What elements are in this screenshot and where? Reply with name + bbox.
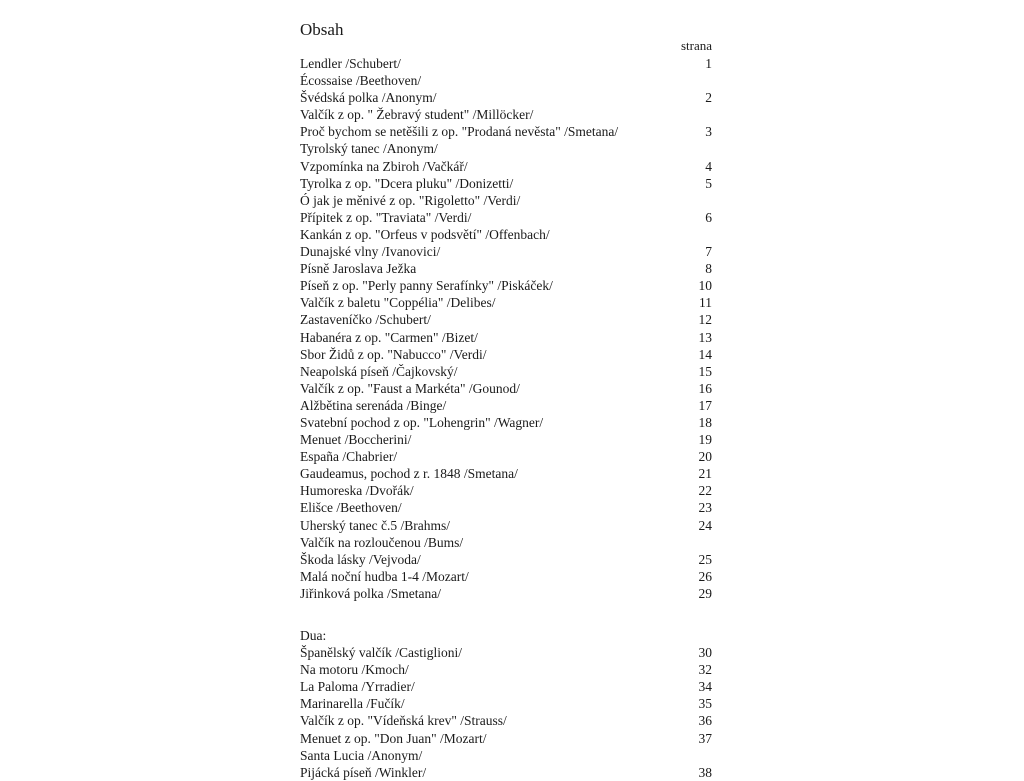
toc-row — [300, 517, 712, 534]
toc-entry-page: 35 — [698, 696, 712, 712]
toc-entry-title: Écossaise /Beethoven/ — [300, 73, 422, 89]
toc-entry-page: 19 — [698, 432, 712, 448]
toc-row — [300, 363, 712, 380]
toc-entry-title: Přípitek z op. "Traviata" /Verdi/ — [300, 209, 472, 225]
toc-row — [300, 747, 712, 764]
duet-entries-list — [300, 644, 712, 781]
toc-row — [300, 585, 712, 602]
toc-row — [300, 465, 712, 482]
toc-row — [300, 730, 712, 747]
toc-row — [300, 397, 712, 414]
toc-entry-title: Malá noční hudba 1-4 /Mozart/ — [300, 568, 469, 584]
toc-entry-title: Tyrolka z op. "Dcera pluku" /Donizetti/ — [300, 175, 514, 191]
toc-row — [300, 661, 712, 678]
toc-row — [300, 551, 712, 568]
toc-row — [300, 499, 712, 516]
toc-entry-page: 26 — [698, 568, 712, 584]
toc-entry-title: Alžbětina serenáda /Binge/ — [300, 397, 447, 413]
page-column-header: strana — [680, 38, 712, 53]
section-gap — [300, 602, 712, 627]
toc-entry-page: 5 — [705, 175, 712, 191]
toc-entry-page: 18 — [698, 414, 712, 430]
toc-entry-title: Menuet /Boccherini/ — [300, 432, 412, 448]
toc-entry-page: 22 — [698, 483, 712, 499]
toc-row — [300, 431, 712, 448]
toc-entry-page: 7 — [705, 244, 712, 260]
toc-entry-title: Humoreska /Dvořák/ — [300, 483, 414, 499]
toc-entry-title: Vzpomínka na Zbiroh /Vačkář/ — [300, 158, 468, 174]
toc-entry-title: Elišce /Beethoven/ — [300, 500, 402, 516]
toc-row — [300, 678, 712, 695]
toc-row — [300, 89, 712, 106]
toc-entry-title: Píseň z op. "Perly panny Serafínky" /Piskáček/ — [300, 278, 553, 294]
toc-row — [300, 277, 712, 294]
toc-entry-title: Neapolská píseň /Čajkovský/ — [300, 363, 458, 379]
toc-row — [300, 644, 712, 661]
toc-entry-title: Na motoru /Kmoch/ — [300, 662, 409, 678]
toc-entry-page: 32 — [698, 662, 712, 678]
toc-row — [300, 311, 712, 328]
toc-row — [300, 482, 712, 499]
toc-entry-title: Tyrolský tanec /Anonym/ — [300, 141, 438, 157]
toc-entry-page: 34 — [698, 679, 712, 695]
toc-row — [300, 55, 712, 72]
toc-row — [300, 414, 712, 431]
toc-entry-title: Proč bychom se netěšili z op. "Prodaná nevěsta" /Smetana/ — [300, 124, 619, 140]
toc-entry-page: 37 — [698, 730, 712, 746]
toc-row — [300, 140, 712, 157]
toc-entry-title: Valčík z op. "Faust a Markéta" /Gounod/ — [300, 380, 520, 396]
toc-entry-title: Valčík z op. " Žebravý student" /Millöcker/ — [300, 107, 534, 123]
toc-entry-page: 8 — [705, 261, 712, 277]
toc-entry-page: 25 — [698, 551, 712, 567]
toc-entry-title: Menuet z op. "Don Juan" /Mozart/ — [300, 730, 487, 746]
toc-row — [300, 380, 712, 397]
toc-entry-title: La Paloma /Yrradier/ — [300, 679, 415, 695]
toc-row — [300, 106, 712, 123]
toc-entry-title: Pijácká píseň /Winkler/ — [300, 764, 427, 780]
toc-entry-title: Švédská polka /Anonym/ — [300, 90, 437, 106]
toc-entry-title: Dunajské vlny /Ivanovici/ — [300, 244, 441, 260]
toc-entry-title: Valčík na rozloučenou /Bums/ — [300, 534, 464, 550]
toc-entry-title: Valčík z baletu "Coppélia" /Delibes/ — [300, 295, 496, 311]
toc-row — [300, 123, 712, 140]
toc-row — [300, 243, 712, 260]
toc-entry-title: Uherský tanec č.5 /Brahms/ — [300, 517, 450, 533]
toc-entry-page: 10 — [698, 278, 712, 294]
toc-row — [300, 294, 712, 311]
toc-entry-title: Santa Lucia /Anonym/ — [300, 747, 423, 763]
toc-entry-page: 30 — [698, 645, 712, 661]
toc-entry-page: 12 — [698, 312, 712, 328]
toc-entry-title: Kankán z op. "Orfeus v podsvětí" /Offenbach/ — [300, 226, 550, 242]
toc-entry-page: 6 — [705, 209, 712, 225]
toc-row — [300, 764, 712, 781]
toc-entry-page: 3 — [705, 124, 712, 140]
toc-entry-page: 36 — [698, 713, 712, 729]
toc-entry-title: Valčík z op. "Vídeňská krev" /Strauss/ — [300, 713, 507, 729]
toc-entry-page: 13 — [698, 329, 712, 345]
toc-entry-title: Gaudeamus, pochod z r. 1848 /Smetana/ — [300, 466, 518, 482]
toc-entry-page: 16 — [698, 380, 712, 396]
toc-entry-page: 20 — [698, 449, 712, 465]
toc-row — [300, 712, 712, 729]
toc-entry-page: 11 — [699, 295, 712, 311]
toc-entry-title: Habanéra z op. "Carmen" /Bizet/ — [300, 329, 478, 345]
toc-entry-page: 29 — [698, 585, 712, 601]
toc-entry-title: Sbor Židů z op. "Nabucco" /Verdi/ — [300, 346, 487, 362]
toc-row — [300, 192, 712, 209]
toc-entry-title: Písně Jaroslava Ježka — [300, 261, 417, 277]
toc-entry-title: España /Chabrier/ — [300, 449, 398, 465]
toc-entry-page: 1 — [705, 56, 712, 71]
main-entries-list — [300, 55, 712, 602]
toc-entry-title: Škoda lásky /Vejvoda/ — [300, 551, 421, 567]
toc-row — [300, 695, 712, 712]
toc-entry-title: Jiřinková polka /Smetana/ — [300, 585, 441, 601]
toc-entry-title: Zastaveníčko /Schubert/ — [300, 312, 431, 328]
toc-row — [300, 346, 712, 363]
toc-row — [300, 72, 712, 89]
toc-row — [300, 158, 712, 175]
toc-entry-page: 14 — [698, 346, 712, 362]
toc-row — [300, 260, 712, 277]
toc-entry-title: Španělský valčík /Castiglioni/ — [300, 645, 462, 661]
toc-entry-page: 15 — [698, 363, 712, 379]
toc-row — [300, 329, 712, 346]
toc-entry-page: 23 — [698, 500, 712, 516]
toc-entry-title: Marinarella /Fučík/ — [300, 696, 405, 712]
toc-entry-title: Lendler /Schubert/ — [300, 56, 401, 71]
toc-entry-title: Svatební pochod z op. "Lohengrin" /Wagner/ — [300, 414, 544, 430]
toc-entry-page: 4 — [705, 158, 712, 174]
toc-row — [300, 534, 712, 551]
toc-row — [300, 226, 712, 243]
page-title: Obsah — [300, 20, 344, 39]
toc-entry-page: 2 — [705, 90, 712, 106]
toc-row — [300, 448, 712, 465]
toc-row — [300, 175, 712, 192]
duets-heading: Dua: — [300, 628, 327, 643]
toc-entry-page: 24 — [698, 517, 712, 533]
toc-entry-title: Ó jak je měnivé z op. "Rigoletto" /Verdi/ — [300, 192, 521, 208]
toc-row — [300, 568, 712, 585]
toc-entry-page: 17 — [698, 397, 712, 413]
toc-entry-page: 38 — [698, 764, 712, 780]
table-of-contents — [300, 55, 712, 781]
toc-entry-page: 21 — [698, 466, 712, 482]
toc-row — [300, 209, 712, 226]
